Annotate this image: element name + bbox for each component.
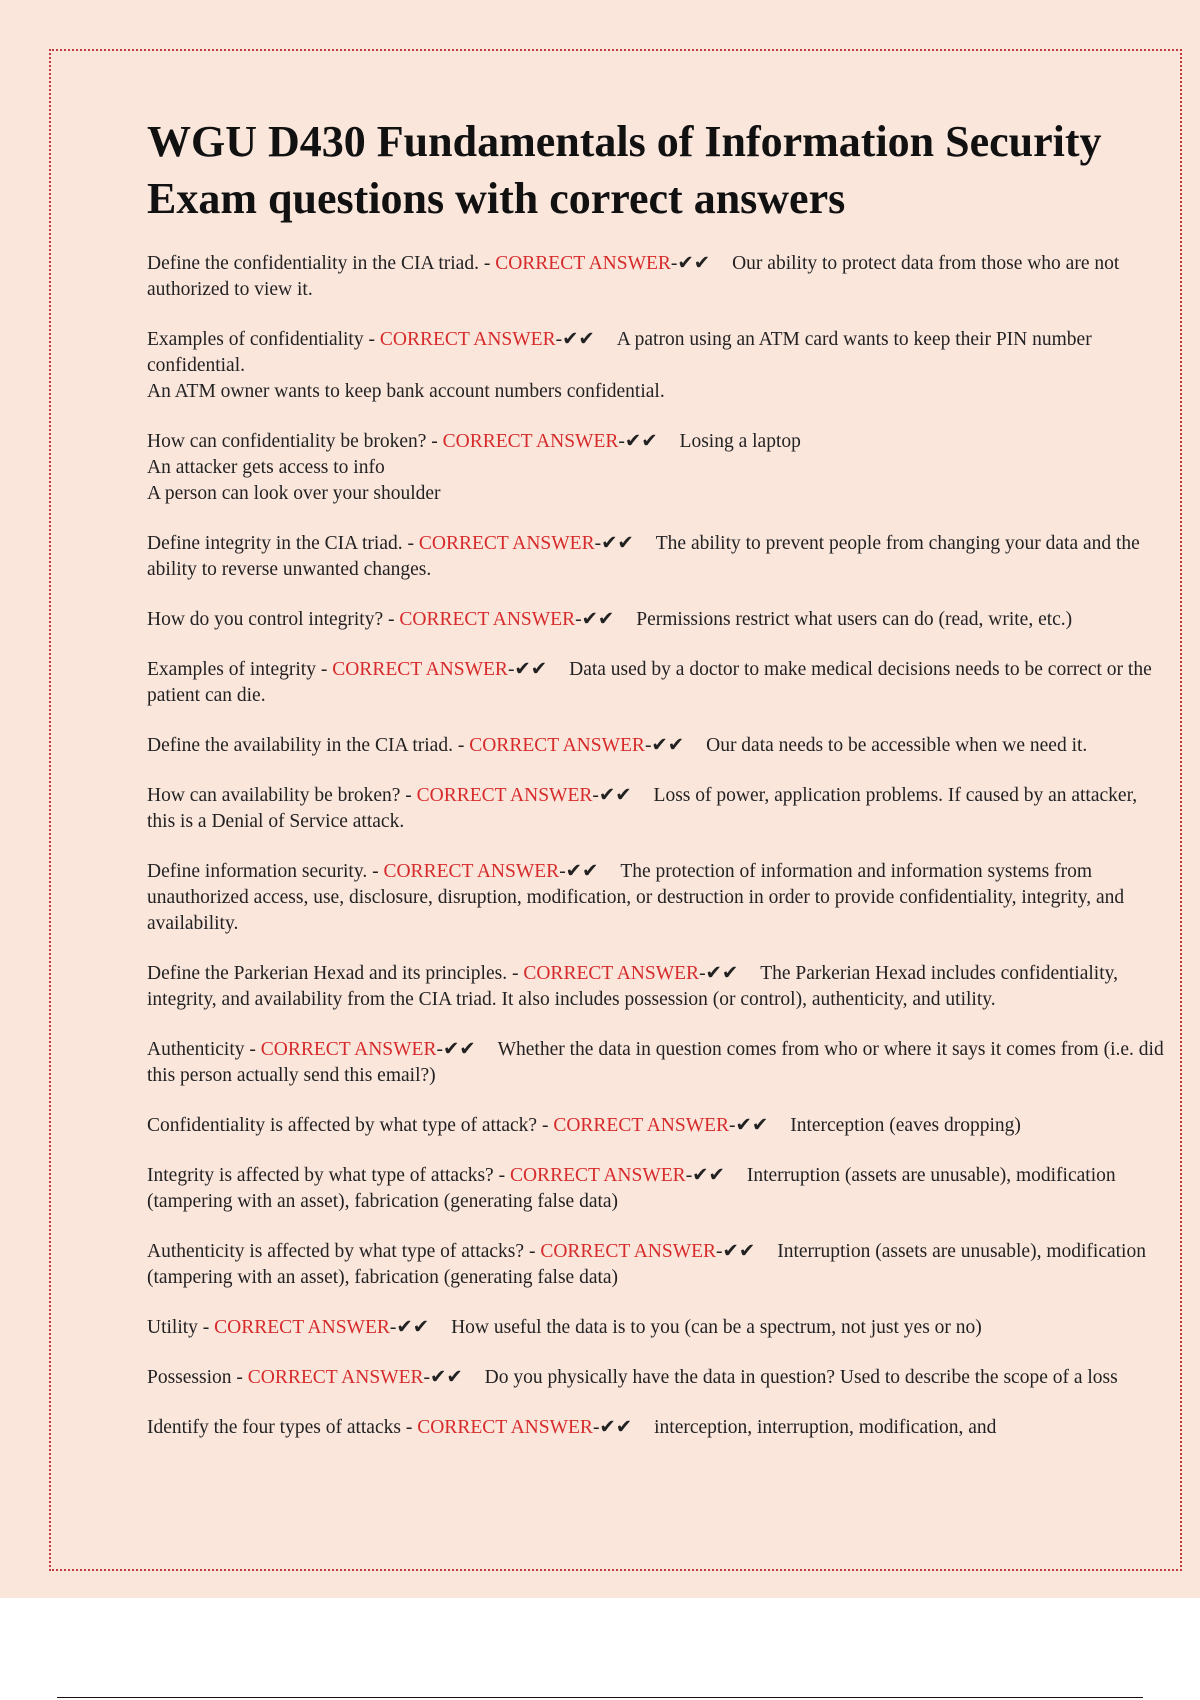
document-title: WGU D430 Fundamentals of Information Security Exam questions with correct answers [147, 117, 1102, 223]
qa-item [147, 429, 1167, 507]
qa-item [147, 251, 1167, 303]
answer-text: Whether the data in question comes from who or where it says it comes from (i.e. did this person actually send this email?) [147, 1039, 1164, 1086]
qa-item [147, 1037, 1167, 1089]
correct-answer-label: CORRECT ANSWER [247, 1367, 424, 1388]
separator: - [402, 533, 419, 554]
check-marks: -✔✔ [670, 253, 711, 274]
question-text: Define the Parkerian Hexad and its principles. [147, 963, 508, 984]
answer-text: Do you physically have the data in question? Used to describe the scope of a loss [484, 1367, 1118, 1388]
answer-text: Permissions restrict what users can do (read, write, etc.) [636, 609, 1073, 630]
correct-answer-label: CORRECT ANSWER [509, 1165, 686, 1186]
check-marks: -✔✔ [575, 609, 615, 630]
question-text: How do you control integrity? [147, 609, 384, 630]
correct-answer-label: CORRECT ANSWER [399, 609, 576, 630]
separator: - [367, 861, 384, 882]
check-marks: -✔✔ [644, 735, 685, 756]
question-text: Utility [147, 1317, 198, 1338]
answer-text: How useful the data is to you (can be a spectrum, not just yes or no) [451, 1317, 982, 1338]
correct-answer-label: CORRECT ANSWER [495, 253, 671, 274]
separator: - [452, 735, 470, 756]
check-marks: -✔✔ [618, 431, 658, 452]
question-text: Authenticity is affected by what type of attacks? [147, 1241, 525, 1262]
separator: - [478, 253, 496, 274]
answer-text: interception, interruption, modification, and [654, 1417, 997, 1438]
answer-text: Data used by a doctor to make medical decisions needs to be correct or the patient can die. [147, 659, 1152, 706]
question-text: Integrity is affected by what type of attacks? [147, 1165, 494, 1186]
qa-item [147, 783, 1167, 835]
separator: - [197, 1317, 215, 1338]
qa-item [147, 1239, 1167, 1291]
answer-text: The ability to prevent people from changing your data and the ability to reverse unwanted changes. [147, 533, 1140, 580]
question-text: Possession [147, 1367, 232, 1388]
separator: - [383, 609, 400, 630]
document-content [147, 113, 1167, 1465]
check-marks: -✔✔ [729, 1115, 769, 1136]
qa-item [147, 859, 1167, 937]
correct-answer-label: CORRECT ANSWER [442, 431, 619, 452]
correct-answer-label: CORRECT ANSWER [332, 659, 508, 680]
qa-item [147, 1365, 1167, 1391]
answer-text: A patron using an ATM card wants to keep their PIN number confidential. An ATM owner wants to keep bank account numbers confidential. [147, 329, 1092, 402]
separator: - [231, 1367, 248, 1388]
qa-item [147, 607, 1167, 633]
question-text: Authenticity [147, 1039, 245, 1060]
answer-text: Loss of power, application problems. If caused by an attacker, this is a Denial of Service attack. [147, 785, 1138, 832]
separator: - [524, 1241, 541, 1262]
correct-answer-label: CORRECT ANSWER [523, 963, 700, 984]
correct-answer-label: CORRECT ANSWER [417, 1417, 593, 1438]
separator: - [363, 329, 380, 350]
answer-text: Interruption (assets are unusable), modification (tampering with an asset), fabrication (generating false data) [147, 1165, 1116, 1212]
qa-item [147, 657, 1167, 709]
page-border-frame [49, 49, 1182, 1571]
answer-text: Our ability to protect data from those who are not authorized to view it. [147, 253, 1120, 300]
qa-item [147, 531, 1167, 583]
check-marks: -✔✔ [699, 963, 739, 984]
qa-item [147, 1163, 1167, 1215]
question-text: Identify the four types of attacks [147, 1417, 401, 1438]
check-marks: -✔✔ [592, 1417, 633, 1438]
check-marks: -✔✔ [423, 1367, 463, 1388]
question-text: Define integrity in the CIA triad. [147, 533, 403, 554]
correct-answer-label: CORRECT ANSWER [540, 1241, 717, 1262]
separator: - [315, 659, 333, 680]
answer-text: The protection of information and information systems from unauthorized access, use, disclosure, disruption, modification, or destruction in order to provide confidentiality, integrity, and availability. [147, 861, 1125, 934]
answer-text: Our data needs to be accessible when we need it. [706, 735, 1088, 756]
footer-rule [57, 1697, 1143, 1698]
answer-text: Interruption (assets are unusable), modification (tampering with an asset), fabrication (generating false data) [147, 1241, 1146, 1288]
question-text: How can availability be broken? [147, 785, 401, 806]
question-text: Define information security. [147, 861, 368, 882]
check-marks: -✔✔ [507, 659, 548, 680]
correct-answer-label: CORRECT ANSWER [418, 533, 595, 554]
qa-item [147, 1415, 1167, 1441]
correct-answer-label: CORRECT ANSWER [214, 1317, 390, 1338]
separator: - [244, 1039, 261, 1060]
check-marks: -✔✔ [685, 1165, 725, 1186]
separator: - [400, 1417, 418, 1438]
check-marks: -✔✔ [592, 785, 632, 806]
answer-text: The Parkerian Hexad includes confidentiality, integrity, and availability from the CIA triad. It also includes possession (or control), authenticity, and utility. [147, 963, 1118, 1010]
question-text: How can confidentiality be broken? [147, 431, 427, 452]
correct-answer-label: CORRECT ANSWER [260, 1039, 437, 1060]
question-text: Examples of integrity [147, 659, 316, 680]
qa-item [147, 1315, 1167, 1341]
separator: - [400, 785, 417, 806]
question-text: Define the confidentiality in the CIA triad. [147, 253, 479, 274]
correct-answer-label: CORRECT ANSWER [553, 1115, 730, 1136]
qa-item [147, 1113, 1167, 1139]
qa-list [147, 251, 1167, 1441]
question-text: Confidentiality is affected by what type of attack? [147, 1115, 538, 1136]
check-marks: -✔✔ [716, 1241, 756, 1262]
check-marks: -✔✔ [555, 329, 595, 350]
answer-text: Interception (eaves dropping) [790, 1115, 1021, 1136]
check-marks: -✔✔ [436, 1039, 476, 1060]
question-text: Define the availability in the CIA triad. [147, 735, 453, 756]
question-text: Examples of confidentiality [147, 329, 364, 350]
answer-text: Losing a laptop An attacker gets access to info A person can look over your shoulder [147, 431, 801, 504]
check-marks: -✔✔ [559, 861, 599, 882]
correct-answer-label: CORRECT ANSWER [379, 329, 556, 350]
separator: - [493, 1165, 510, 1186]
correct-answer-label: CORRECT ANSWER [469, 735, 645, 756]
separator: - [537, 1115, 554, 1136]
correct-answer-label: CORRECT ANSWER [383, 861, 560, 882]
check-marks: -✔✔ [389, 1317, 430, 1338]
separator: - [426, 431, 443, 452]
check-marks: -✔✔ [594, 533, 634, 554]
qa-item [147, 327, 1167, 405]
qa-item [147, 733, 1167, 759]
separator: - [507, 963, 524, 984]
correct-answer-label: CORRECT ANSWER [416, 785, 593, 806]
qa-item [147, 961, 1167, 1013]
